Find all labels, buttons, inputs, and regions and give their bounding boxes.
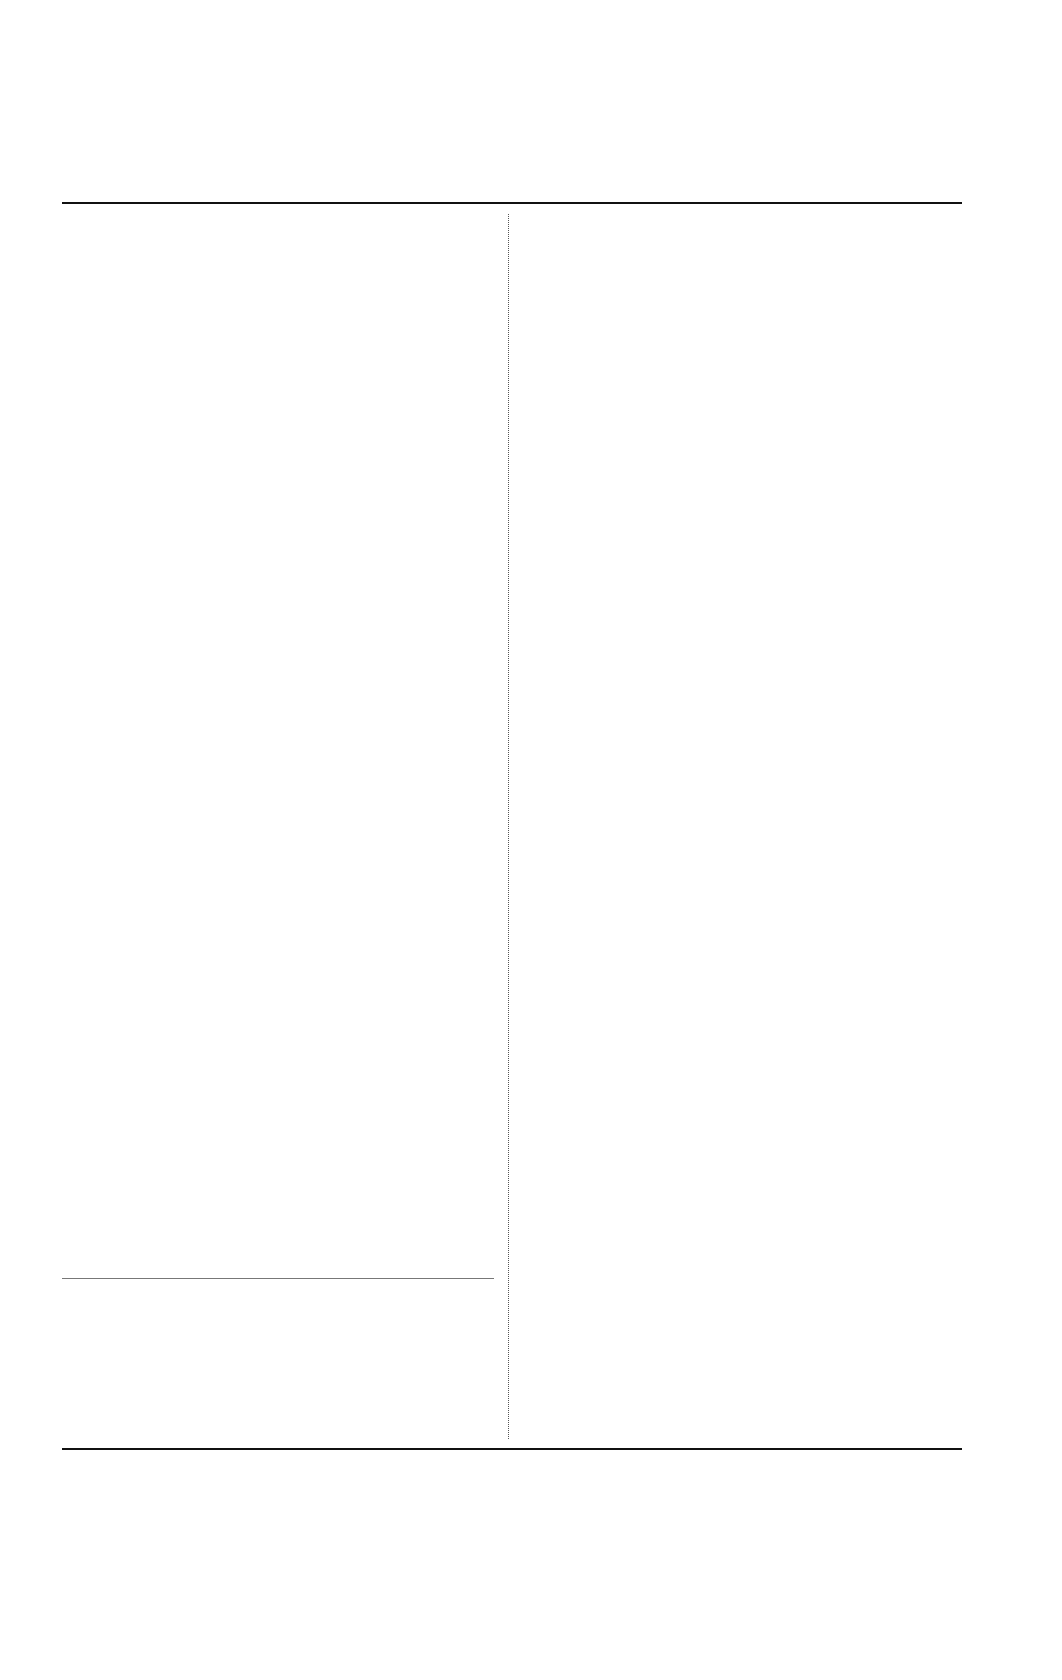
- header-rule: [62, 202, 962, 204]
- footnote-rule: [62, 1278, 494, 1279]
- right-column: [530, 214, 962, 1439]
- left-column: [62, 214, 492, 1439]
- footer-rule: [62, 1448, 962, 1450]
- column-divider: [508, 214, 509, 1439]
- page-header: [62, 158, 962, 208]
